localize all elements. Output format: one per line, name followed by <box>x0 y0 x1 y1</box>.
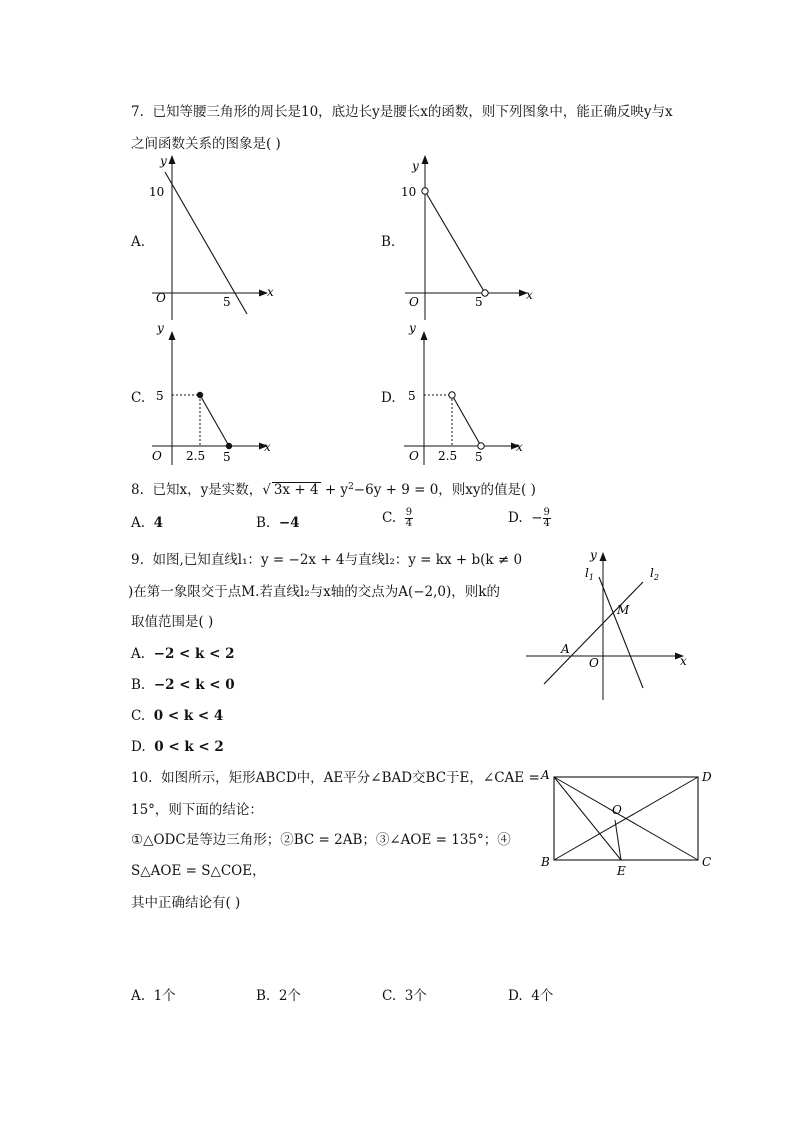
q7-c-y-label: y <box>157 321 164 335</box>
q7-option-b-label: B. <box>381 234 396 250</box>
q9-option-b: B. −2 < k < 0 <box>131 677 235 693</box>
q7-c-y-tick: 5 <box>156 389 164 403</box>
q7-b-origin: O <box>409 295 419 309</box>
q9-line3: 取值范围是( ) <box>131 614 214 630</box>
q10-point-e: E <box>617 864 626 878</box>
q10-line1: 10. 如图所示，矩形ABCD中，AE平分∠BAD交BC于E，∠CAE = <box>131 770 540 786</box>
q9-figure <box>520 545 700 705</box>
q8-option-a: A. 4 <box>131 515 164 531</box>
q10-option-c: C. 3个 <box>382 988 427 1004</box>
q9-origin: O <box>589 656 599 670</box>
q7-b-y-tick: 10 <box>401 185 417 199</box>
segment-ae <box>554 777 621 860</box>
q7-b-open-point-x <box>482 290 488 296</box>
q7-c-closed-point-top <box>197 392 203 398</box>
q9-y-label: y <box>590 548 597 562</box>
fraction: $\frac{9}{4}$ <box>543 507 550 529</box>
q9-line1: 9. 如图,已知直线l₁：y = −2x + 4与直线l₂：y = kx + b(k ≠ 0 <box>131 552 523 568</box>
q8-radicand: 3x + 4 <box>273 482 319 498</box>
q9-option-d: D. 0 < k < 2 <box>131 739 224 755</box>
q10-line4: S△AOE = S△COE， <box>131 863 266 879</box>
q7-option-d-label: D. <box>381 390 396 406</box>
q7-line2: 之间函数关系的图象是( ) <box>131 136 281 152</box>
q7-d-y-label: y <box>409 321 416 335</box>
q10-line2: 15°，则下面的结论： <box>131 802 263 818</box>
q9-l2-label: $l_2$ <box>650 566 659 582</box>
q10-point-o: O <box>612 803 622 817</box>
sqrt-symbol: √ <box>262 482 271 498</box>
q7-a-y-label: y <box>160 154 167 168</box>
q10-point-a: A <box>541 768 550 782</box>
line-l1 <box>599 577 643 688</box>
q8-stem: 8. 已知x，y是实数，√ $3x + 4 + y^2-6y + 9 = 0$，则xy的值是( ) <box>131 482 536 498</box>
q7-graph-d <box>395 320 535 470</box>
q10-option-a: A. 1个 <box>131 988 176 1004</box>
q8-option-d: D. − $\frac{9}{4}$ <box>508 507 550 529</box>
q10-point-d: D <box>702 770 712 784</box>
q7-graph-a <box>140 150 290 325</box>
q7-a-y-tick: 10 <box>149 185 165 199</box>
q9-point-m: M <box>617 603 630 617</box>
q7-a-x-tick: 5 <box>223 295 231 309</box>
q7-line1: 7. 已知等腰三角形的周长是10，底边长y是腰长x的函数，则下列图象中，能正确反映y与x <box>131 104 673 120</box>
q7-d-x-tick: 5 <box>475 450 483 464</box>
q7-d-x-label: x <box>516 440 523 454</box>
q7-c-origin: O <box>152 449 162 463</box>
q7-option-c-label: C. <box>131 390 146 406</box>
q9-option-a: A. −2 < k < 2 <box>131 646 235 662</box>
q8-option-b: B. −4 <box>256 515 300 531</box>
q9-option-c: C. 0 < k < 4 <box>131 708 224 724</box>
q10-figure <box>535 765 712 880</box>
q7-d-y-tick: 5 <box>408 389 416 403</box>
q10-line3: ①△ODC是等边三角形；②BC = 2AB；③∠AOE = 135°；④ <box>131 832 511 848</box>
q7-b-open-point-y <box>422 188 428 194</box>
q7-c-x-label: x <box>264 440 271 454</box>
q10-point-b: B <box>541 855 550 869</box>
q7-c-x-tick: 5 <box>223 450 231 464</box>
q7-d-x-tick-mid: 2.5 <box>438 449 458 463</box>
q7-d-origin: O <box>409 449 419 463</box>
q9-line2: )在第一象限交于点M.若直线l₂与x轴的交点为A(−2,0)，则k的 <box>128 584 500 600</box>
q7-c-closed-point-x <box>226 443 232 449</box>
q10-point-c: C <box>702 855 712 869</box>
q7-b-x-label: x <box>526 288 533 302</box>
q7-option-a-label: A. <box>131 234 146 250</box>
q7-d-open-point-top <box>449 392 455 398</box>
q10-option-b: B. 2个 <box>256 988 301 1004</box>
q7-c-x-tick-mid: 2.5 <box>186 449 206 463</box>
q7-a-origin: O <box>156 291 166 305</box>
fraction: $\frac{9}{4}$ <box>405 507 413 529</box>
q7-b-y-label: y <box>412 159 419 173</box>
q9-l1-label: $l_1$ <box>585 566 594 582</box>
q7-graph-b <box>395 150 545 325</box>
q9-point-a: A <box>561 642 570 656</box>
q10-line5: 其中正确结论有( ) <box>131 895 241 911</box>
q9-x-label: x <box>680 654 687 668</box>
q8-option-c: C. $\frac{9}{4}$ <box>382 507 413 529</box>
q7-a-x-label: x <box>267 285 274 299</box>
q7-b-x-tick: 5 <box>475 295 483 309</box>
q7-graph-c <box>145 320 285 470</box>
q10-option-d: D. 4个 <box>508 988 554 1004</box>
q7-d-open-point-x <box>478 443 484 449</box>
